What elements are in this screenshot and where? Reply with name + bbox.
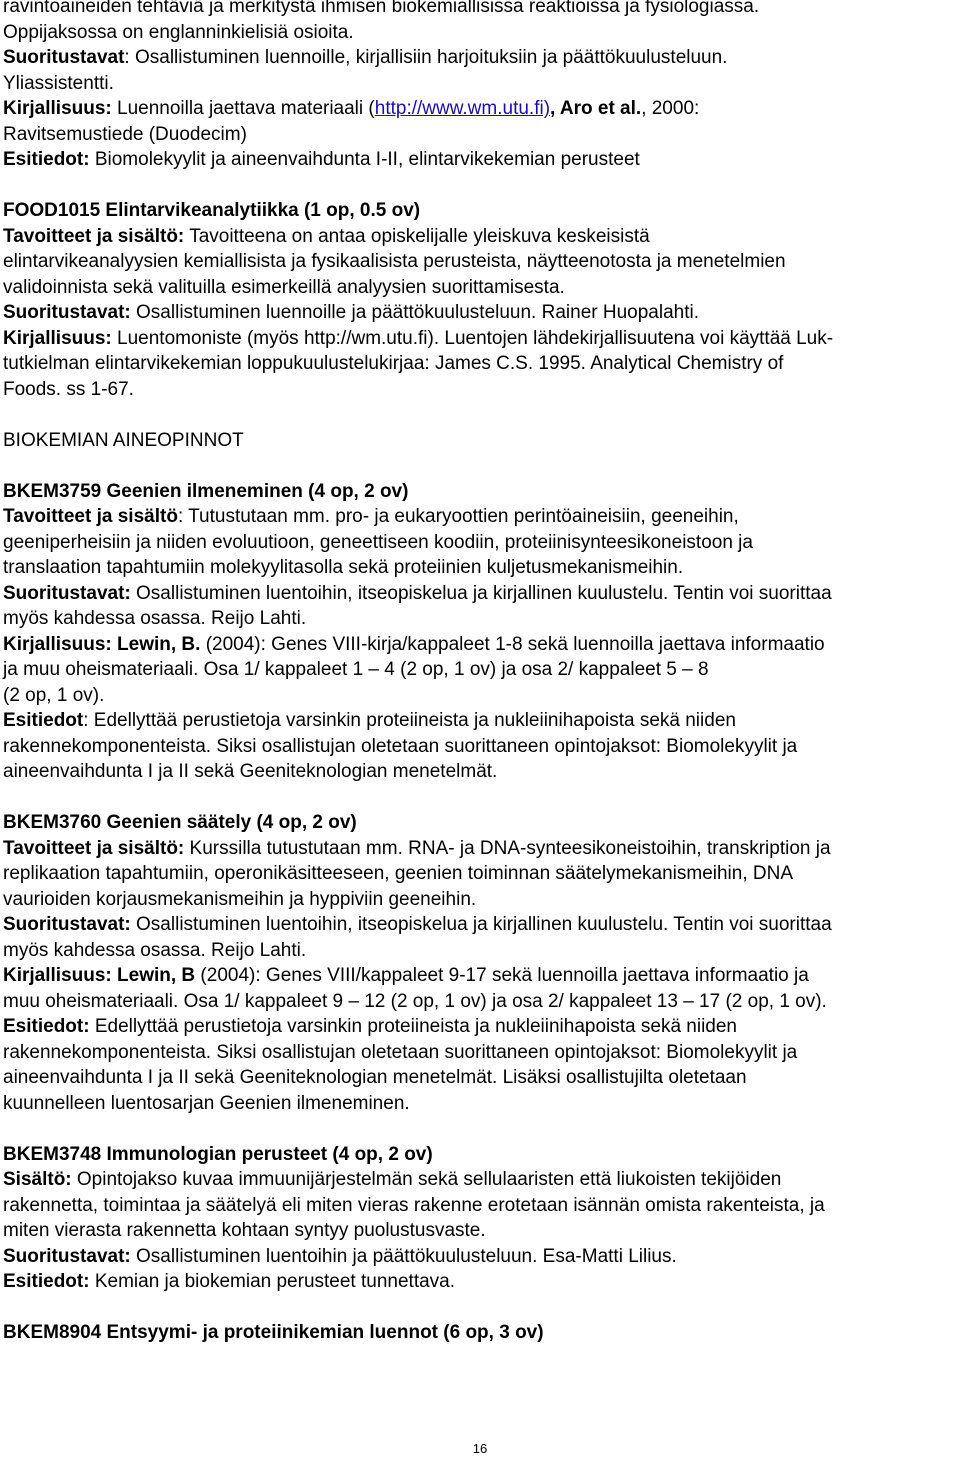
goal-text: Kurssilla tutustutaan mm. RNA- ja DNA-synteesikoneistoihin, transkription ja <box>184 837 831 859</box>
spacer <box>3 1116 957 1142</box>
prerequisites-text: Kemian ja biokemian perusteet tunnettava. <box>89 1271 456 1292</box>
course-title: BKEM3748 Immunologian perusteet (4 op, 2 ov) <box>3 1143 433 1165</box>
text-line: translaation tapahtumiin molekyylitasolla sekä proteiinien kuljetusmekanismeihin. <box>3 557 684 578</box>
prerequisites-text: Biomolekyylit ja aineenvaihdunta I-II, elintarvikekemian perusteet <box>89 149 640 170</box>
literature-line <box>3 326 957 352</box>
method-text: Osallistuminen luennoille ja päättökuulusteluun. Rainer Huopalahti. <box>130 302 699 323</box>
literature-line <box>3 632 957 658</box>
prerequisites-line <box>3 147 957 173</box>
literature-text: Luennoilla jaettava materiaali ( <box>111 98 375 119</box>
method-line <box>3 1244 957 1270</box>
text-line: muu oheismateriaali. Osa 1/ kappaleet 9 – 12 (2 op, 1 ov) ja osa 2/ kappaleet 13 – 17 (2 op, 1 ov). <box>3 990 827 1012</box>
literature-label: Kirjallisuus: Lewin, B <box>3 965 196 986</box>
course-title: BKEM8904 Entsyymi- ja proteiinikemian luennot (6 op, 3 ov) <box>3 1322 544 1343</box>
literature-text: (2004): Genes VIII/kappaleet 9-17 sekä luennoilla jaettava informaatio ja <box>195 965 809 986</box>
text-line: aineenvaihdunta I ja II sekä Geeniteknologian menetelmät. <box>3 761 498 782</box>
prerequisites-label: Esitiedot: <box>3 1271 90 1292</box>
text-line: rakennekomponenteista. Siksi osallistujan oletetaan suorittaneen opintojaksot: Biomolekyylit ja <box>3 1041 798 1063</box>
prerequisites-label: Esitiedot: <box>3 149 90 170</box>
text-line: validoinnista sekä valituilla esimerkeillä analyysien suorittamisesta. <box>3 276 565 298</box>
method-text: Osallistuminen luentoihin, itseopiskelua ja kirjallinen kuulustelu. Tentin voi suorittaa <box>130 582 832 604</box>
text-line: ravintoaineiden tehtäviä ja merkitystä ihmisen biokemiallisissa reaktioissa ja fysiologiassa. <box>3 0 760 17</box>
text-line: rakennekomponenteista. Siksi osallistujan oletetaan suorittaneen opintojaksot: Biomolekyylit ja <box>3 735 798 757</box>
spacer <box>3 402 957 428</box>
literature-text: Luentomoniste (myös http://wm.utu.fi). Luentojen lähdekirjallisuutena voi käyttää Luk- <box>111 327 834 349</box>
course-title: BKEM3760 Geenien säätely (4 op, 2 ov) <box>3 812 357 833</box>
literature-rest: , 2000: <box>641 98 700 119</box>
literature-label: Kirjallisuus: <box>3 327 112 349</box>
method-line <box>3 581 957 607</box>
text-line: aineenvaihdunta I ja II sekä Geeniteknologian menetelmät. Lisäksi osallistujilta oletetaan <box>3 1067 747 1088</box>
goal-text: Tavoitteena on antaa opiskelijalle yleiskuva keskeisistä <box>184 225 650 247</box>
section-heading: BIOKEMIAN AINEOPINNOT <box>3 429 244 451</box>
literature-author: , Aro et al. <box>550 98 642 119</box>
text-line: (2 op, 1 ov). <box>3 684 105 706</box>
text-line: miten vierasta rakennetta kohtaan syntyy puolustusvaste. <box>3 1220 486 1241</box>
method-label: Suoritustavat: <box>3 302 131 323</box>
prerequisites-line <box>3 1269 957 1295</box>
prerequisites-line <box>3 708 957 734</box>
course-title: FOOD1015 Elintarvikeanalytiikka (1 op, 0.5 ov) <box>3 200 421 221</box>
goal-label: Tavoitteet ja sisältö <box>3 506 178 527</box>
literature-text: (2004): Genes VIII-kirja/kappaleet 1-8 sekä luennoilla jaettava informaatio <box>200 633 825 655</box>
literature-label: Kirjallisuus: Lewin, B. <box>3 633 201 655</box>
text-line: replikaation tapahtumiin, operonikäsitteeseen, geenien toiminnan säätelymekanismeihin, DNA <box>3 863 794 884</box>
course-title: BKEM3759 Geenien ilmeneminen (4 op, 2 ov) <box>3 480 409 502</box>
method-text: : Osallistuminen luennoille, kirjallisiin harjoituksiin ja päättökuulusteluun. <box>124 47 728 68</box>
page-number: 16 <box>472 1441 488 1456</box>
prerequisites-label: Esitiedot <box>3 710 84 731</box>
text-line: kuunnelleen luentosarjan Geenien ilmeneminen. <box>3 1092 410 1114</box>
content-text: Opintojakso kuvaa immuunijärjestelmän sekä sellulaaristen että liukoisten tekijöiden <box>71 1169 782 1190</box>
goal-line <box>3 224 957 250</box>
text-line: geeniperheisiin ja niiden evoluutioon, geneettiseen koodiin, proteiinisynteesikoneistoon ja <box>3 531 753 553</box>
prerequisites-line <box>3 1014 957 1040</box>
text-line: rakennetta, toimintaa ja säätelyä eli miten vieras rakenne erotetaan isännän omista rakenteista, ja <box>3 1194 825 1216</box>
literature-link[interactable]: http://www.wm.utu.fi) <box>374 98 551 119</box>
content-line <box>3 1167 957 1193</box>
method-text: Osallistuminen luentoihin, itseopiskelua ja kirjallinen kuulustelu. Tentin voi suorittaa <box>130 914 832 935</box>
prerequisites-label: Esitiedot: <box>3 1016 90 1037</box>
goal-label: Tavoitteet ja sisältö: <box>3 837 185 859</box>
prerequisites-text: : Edellyttää perustietoja varsinkin proteiineista ja nukleiinihapoista sekä niiden <box>83 710 736 731</box>
text-line: vaurioiden korjausmekanismeihin ja hyppiviin geeneihin. <box>3 888 477 910</box>
literature-line <box>3 963 957 989</box>
teacher-line: Yliassistentti. <box>3 72 114 94</box>
spacer <box>3 173 957 199</box>
goal-line <box>3 504 957 530</box>
document-page <box>3 0 957 1346</box>
text-line: ja muu oheismateriaali. Osa 1/ kappaleet 1 – 4 (2 op, 1 ov) ja osa 2/ kappaleet 5 – 8 <box>3 659 709 680</box>
literature-line-2: Ravitsemustiede (Duodecim) <box>3 123 247 145</box>
goal-text: : Tutustutaan mm. pro- ja eukaryoottien perintöaineisiin, geeneihin, <box>177 506 739 527</box>
prerequisites-text: Edellyttää perustietoja varsinkin proteiineista ja nukleiinihapoista sekä niiden <box>89 1016 738 1037</box>
text-line: Foods. ss 1-67. <box>3 378 134 400</box>
spacer <box>3 785 957 811</box>
method-line <box>3 45 957 71</box>
literature-label: Kirjallisuus: <box>3 98 112 119</box>
text-line: Oppijaksossa on englanninkielisiä osioita. <box>3 21 354 43</box>
content-label: Sisältö: <box>3 1169 72 1190</box>
literature-line <box>3 96 957 122</box>
text-line: tutkielman elintarvikekemian loppukuulustelukirjaa: James C.S. 1995. Analytical Chemistry of <box>3 353 784 374</box>
method-text: Osallistuminen luentoihin ja päättökuulusteluun. Esa-Matti Lilius. <box>130 1245 677 1267</box>
spacer <box>3 453 957 479</box>
goal-line <box>3 836 957 862</box>
text-line: elintarvikeanalyysien kemiallisista ja fysikaalisista perusteista, näytteenotosta ja menetelmien <box>3 251 786 272</box>
method-line <box>3 300 957 326</box>
spacer <box>3 1295 957 1321</box>
method-label: Suoritustavat: <box>3 582 131 604</box>
goal-label: Tavoitteet ja sisältö: <box>3 225 185 247</box>
text-line: myös kahdessa osassa. Reijo Lahti. <box>3 608 307 629</box>
method-line <box>3 912 957 938</box>
method-label: Suoritustavat: <box>3 1245 131 1267</box>
method-label: Suoritustavat <box>3 47 125 68</box>
text-line: myös kahdessa osassa. Reijo Lahti. <box>3 939 307 961</box>
method-label: Suoritustavat: <box>3 914 131 935</box>
